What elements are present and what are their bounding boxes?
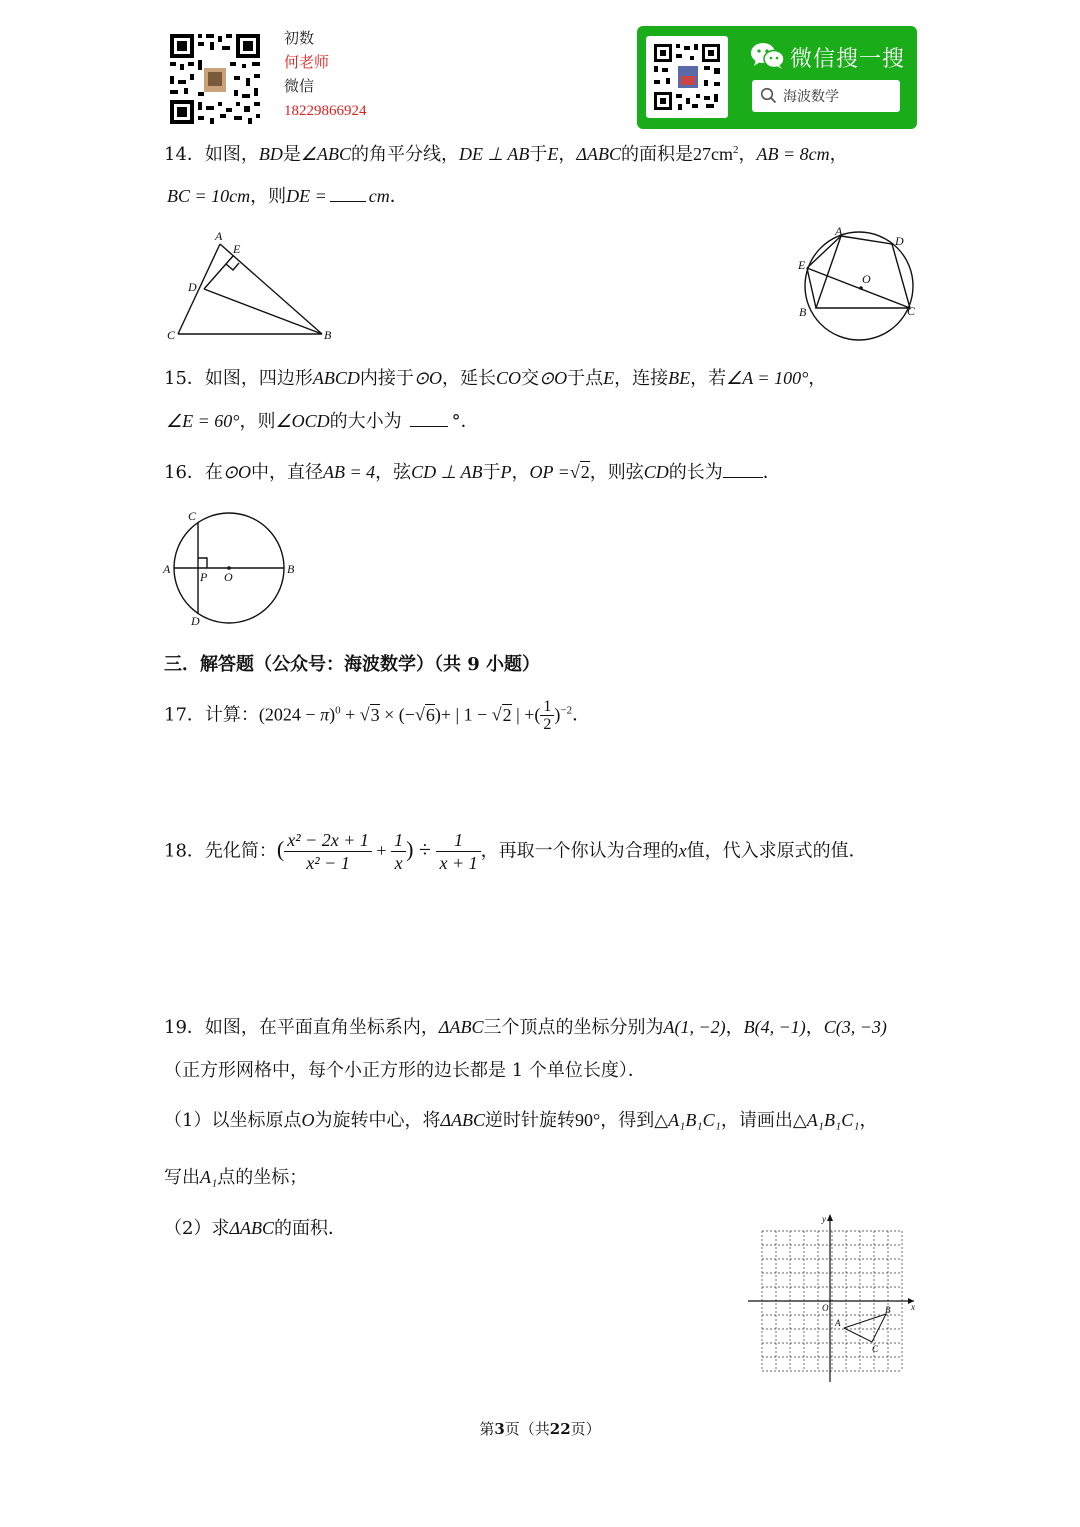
q14-number: 14． [164,144,205,165]
fig15-label-a: A [835,224,843,238]
q14-bc: BC = 10cm [167,186,251,206]
banner-qr-code [646,36,728,118]
q16-p: P [500,462,512,482]
footer-text: 页（共 [504,1420,550,1438]
figure-14-triangle [160,228,340,346]
q19-text: 点的坐标； [217,1167,308,1188]
q17-exp0: 0 [335,704,341,717]
q19-text: 写出 [164,1167,200,1188]
q19-a1b1c1: A₁B₁C₁ [668,1110,721,1130]
q15-text: 的大小为 [329,411,402,432]
q14-de: DE = [286,186,327,206]
q14-text: 如图， [204,144,259,165]
note-label-math: 初数 [284,31,315,47]
q15-text: 内接于 [359,368,414,389]
q14-answer-blank[interactable] [330,187,366,202]
q17-expr: + [340,704,360,725]
q17-sqrt-sign: √ [414,704,425,725]
q17-sqrt6: 6 [425,704,435,725]
q14-text: ， [738,144,757,165]
q18-f3-den: x + 1 [439,853,478,873]
q17-expr: | +( [511,704,541,725]
q18-f3-num: 1 [436,829,480,852]
q14-unit: cm [368,186,390,206]
question-14-line2 [167,184,408,209]
q15-text: ，若 [690,368,727,389]
figure-15-circle [794,224,924,348]
fig15-label-b: B [799,305,807,319]
q15-be: BE [668,368,691,388]
fig16-label-b: B [287,562,295,576]
question-19-part1-cont [164,1165,307,1190]
q15-abcd: ABCD [312,368,360,388]
q19-text: 三个顶点的坐标分别为 [483,1017,664,1038]
footer-text: 页） [570,1420,601,1438]
q14-triangle: ΔABC [576,144,621,164]
q15-text: ，则 [239,411,276,432]
question-19-line2: （正方形网格中，每个小正方形的边长都是 1 个单位长度）． [164,1060,646,1081]
qr-code-teacher [168,32,262,126]
qr-code-graphic [168,32,262,126]
question-18 [164,829,867,874]
fig19-label-c: C [872,1344,879,1354]
q15-text: 于点 [567,368,604,389]
wechat-search-title: 微信搜一搜 [790,47,906,72]
wechat-logo-icon [750,41,786,71]
q14-e: E [547,144,559,164]
q16-text: ． [762,462,781,483]
fig14-label-c: C [167,328,176,342]
q19-number: 19． [164,1017,205,1038]
section-3-heading: 三．解答题（公众号：海波数学）（共 9 小题） [164,654,541,675]
q18-paren-open: ( [276,836,285,862]
q17-expr: )+ | 1 − [434,704,492,725]
question-19-line1 [164,1015,887,1040]
q16-text: 在 [204,462,223,483]
footer-text: 第 [479,1420,495,1438]
footer-page-number: 3 [494,1420,505,1438]
q16-cd: CD [643,462,669,482]
fig16-label-p: P [200,570,208,584]
q18-fraction-2 [391,829,406,874]
q16-sqrt-sign: √ [569,462,580,482]
q19-point-b: B(4, −1) [743,1017,806,1037]
q16-text: ，弦 [375,462,412,483]
q14-area-exp: 2 [732,144,739,156]
q19-a1b1c1: A₁B₁C₁ [806,1110,860,1130]
q15-text: ， [808,368,827,389]
fig19-label-x: x [911,1302,915,1312]
q14-angle-abc: ∠ABC [300,144,352,164]
fig16-label-o: O [224,570,233,584]
fig19-label-b: B [885,1305,891,1315]
q16-text: ， [511,462,530,483]
fig14-label-d: D [188,280,197,294]
q18-f2-den: x [394,853,403,873]
q16-cd-perp-ab: CD ⊥ AB [411,462,483,482]
q15-circle-o2: ⊙O [539,368,568,388]
q19-text: （2）求 [164,1218,230,1239]
fig15-label-d: D [895,234,904,248]
q17-exp-neg2: −2 [560,704,573,717]
q16-ab: AB = 4 [323,462,376,482]
q15-answer-blank[interactable] [410,412,448,427]
q17-text: 计算： [204,704,259,726]
q19-triangle: ΔABC [440,1110,486,1130]
note-phone: 18229866924 [284,103,367,119]
q15-text: ，连接 [614,368,669,389]
question-15-line1 [164,366,826,391]
q18-fraction-3 [436,829,480,874]
q14-de-perp-ab: DE ⊥ AB [459,144,530,164]
q17-text: ． [572,704,591,726]
q15-angle-e: ∠E = 60° [166,411,240,431]
q14-text: ． [389,186,408,207]
q16-text: 于 [482,462,501,483]
q16-circle-o: ⊙O [222,462,251,482]
q18-f2-num: 1 [391,829,406,852]
fig16-label-a: A [163,562,171,576]
q15-text: °． [451,411,479,432]
q19-triangle: ΔABC [438,1017,484,1037]
q19-text: （1）以坐标原点 [164,1110,302,1131]
q15-number: 15． [164,368,205,389]
q19-text: 的面积． [274,1218,347,1239]
q17-expr: × (− [379,704,415,725]
q14-area: 27cm [692,144,733,164]
question-14-line1 [164,142,848,167]
q17-expr: ) [554,704,561,725]
question-17 [164,698,590,733]
q17-sqrt-sign: √ [491,704,502,725]
q14-text: ， [558,144,577,165]
q18-x: x [678,840,687,861]
q16-op: OP = [529,462,570,482]
q19-text: ，请画出△ [720,1110,807,1131]
wechat-search-box[interactable] [752,80,900,112]
q19-triangle: ΔABC [229,1218,275,1238]
q19-text: ， [805,1017,824,1038]
q19-o: O [301,1110,315,1130]
q18-text: ，再取一个你认为合理的 [480,840,679,862]
q19-point-a: A(1, −2) [663,1017,726,1037]
q18-text: 先化简： [204,840,277,862]
q19-text: 如图，在平面直角坐标系内， [204,1017,439,1038]
q16-text: 中，直径 [251,462,323,483]
q19-point-c: C(3, −3) [823,1017,887,1037]
q17-sqrt3: 3 [370,704,380,725]
q15-circle-o: ⊙O [413,368,442,388]
fig14-label-e: E [233,242,241,256]
q16-sqrt-value: 2 [580,462,590,482]
q17-number: 17． [164,704,205,726]
q15-angle-a: ∠A = 100° [726,368,809,388]
q15-text: 交 [521,368,540,389]
question-16 [164,460,781,485]
fig15-label-o: O [862,272,871,286]
q17-expr: (2024 − [258,704,321,725]
banner-qr-graphic [646,36,728,118]
q17-expr: ) [329,704,336,725]
fig19-label-a: A [835,1318,841,1328]
q15-text: ，延长 [442,368,496,389]
q16-text: ，则弦 [589,462,644,483]
q19-text: ， [725,1017,744,1038]
q17-frac-num: 1 [540,698,554,716]
fig15-label-c: C [907,304,916,318]
q16-answer-blank[interactable] [723,463,763,478]
search-box-text: 海波数学 [783,89,839,105]
note-label-wechat: 微信 [284,79,315,95]
question-19-part1 [164,1108,877,1133]
q19-text: 为旋转中心，将 [314,1110,441,1131]
q16-number: 16． [164,462,205,483]
figure-19-coordinate-grid [744,1210,924,1386]
question-15-line2 [166,409,479,434]
q19-text: ， [859,1110,878,1131]
figure-16-circle [158,506,304,630]
q14-text: 是 [282,144,301,165]
q14-text: 的面积是 [620,144,693,165]
q15-angle-ocd: ∠OCD [275,411,330,431]
q15-co: CO [496,368,522,388]
search-icon [760,87,777,108]
q15-text: 如图，四边形 [204,368,313,389]
fig16-label-d: D [191,614,200,628]
note-label-teacher: 何老师 [284,55,330,71]
q18-f1-num: x² − 2x + 1 [284,829,372,852]
fig14-label-a: A [215,229,223,243]
q16-text: 的长为 [668,462,723,483]
q17-fraction [540,698,554,733]
q19-text: ，得到△ [600,1110,669,1131]
q14-text: ， [829,144,848,165]
fig15-label-e: E [798,258,806,272]
q14-text: 的角平分线， [351,144,460,165]
fig19-label-o: O [822,1303,829,1313]
q17-sqrt2: 2 [502,704,512,725]
q15-e: E [603,368,615,388]
q19-text: 逆时针旋转 [485,1110,576,1131]
q14-ab: AB = 8cm [756,144,830,164]
q14-text: 于 [529,144,548,165]
fig14-label-b: B [324,328,332,342]
page-footer [0,1418,1080,1439]
q17-frac-den: 2 [543,716,552,733]
fig16-label-c: C [188,509,197,523]
q18-f1-den: x² − 1 [306,853,350,873]
q17-pi: π [320,704,330,725]
q18-divide: ) ÷ [406,836,437,862]
q19-degree: 90° [575,1110,601,1130]
q18-fraction-1 [284,829,372,874]
question-19-part2 [164,1216,346,1241]
q14-bd: BD [258,144,283,164]
q14-text: ，则 [250,186,287,207]
wechat-search-banner[interactable] [637,26,917,129]
fig19-label-y: y [822,1214,826,1224]
q18-number: 18． [164,840,205,862]
q18-text: 值，代入求原式的值． [686,840,867,862]
q19-a1: A₁ [200,1167,218,1187]
q17-sqrt-sign: √ [359,704,370,725]
footer-total-pages: 22 [549,1420,571,1438]
q18-plus: + [371,840,392,861]
